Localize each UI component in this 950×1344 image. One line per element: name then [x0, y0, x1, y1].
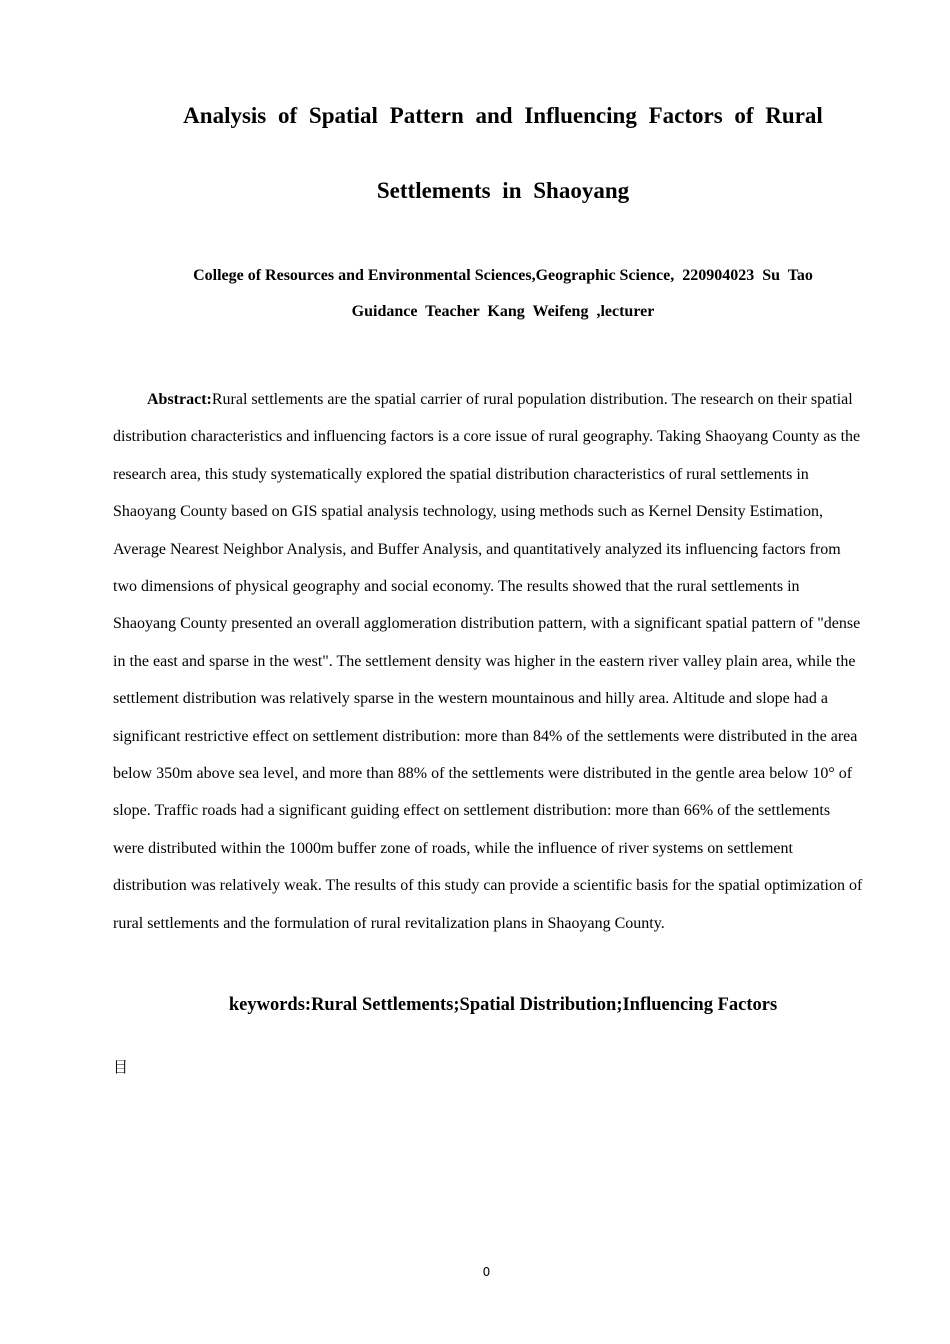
- abstract-label: Abstract:: [147, 391, 212, 408]
- keywords-line: keywords:Rural Settlements;Spatial Distribution;Influencing Factors: [228, 995, 778, 1015]
- supervisor-line: Guidance Teacher Kang Weifeng ,lecturer: [351, 303, 655, 320]
- author-affiliation: College of Resources and Environmental Sciences,Geographic Science, 220904023 Su Tao: [193, 267, 813, 284]
- abstract-paragraph: [113, 381, 865, 942]
- page-number: 0: [482, 1265, 491, 1279]
- paper-title-line-1: Analysis of Spatial Pattern and Influencing Factors of Rural: [183, 103, 823, 128]
- paper-title-line-2: Settlements in Shaoyang: [376, 178, 630, 203]
- abstract-text: Rural settlements are the spatial carrier of rural population distribution. The research on their spatial distribution characteristics and influencing factors is a core issue of rural geography. Taking Shaoyang County as the research area, this study systematically explored the spatial distribution characteristics of rural settlements in Shaoyang County based on GIS spatial analysis technology, using methods such as Kernel Density Estimation, Average Nearest Neighbor Analysis, and Buffer Analysis, and quantitatively analyzed its influencing factors from two dimensions of physical geography and social economy. The results showed that the rural settlements in Shaoyang County presented an overall agglomeration distribution pattern, with a significant spatial pattern of "dense in the east and sparse in the west". The settlement density was higher in the eastern river valley plain area, while the settlement distribution was relatively sparse in the western mountainous and hilly area. Altitude and slope had a significant restrictive effect on settlement distribution: more than 84% of the settlements were distributed in the area below 350m above sea level, and more than 88% of the settlements were distributed in the gentle area below 10° of slope. Traffic roads had a significant guiding effect on settlement distribution: more than 66% of the settlements were distributed within the 1000m buffer zone of roads, while the influence of river systems on settlement distribution was relatively weak. The results of this study can provide a scientific basis for the spatial optimization of rural settlements and the formulation of rural revitalization plans in Shaoyang County.: [113, 391, 863, 932]
- table-of-contents-fragment: 目: [113, 1058, 129, 1076]
